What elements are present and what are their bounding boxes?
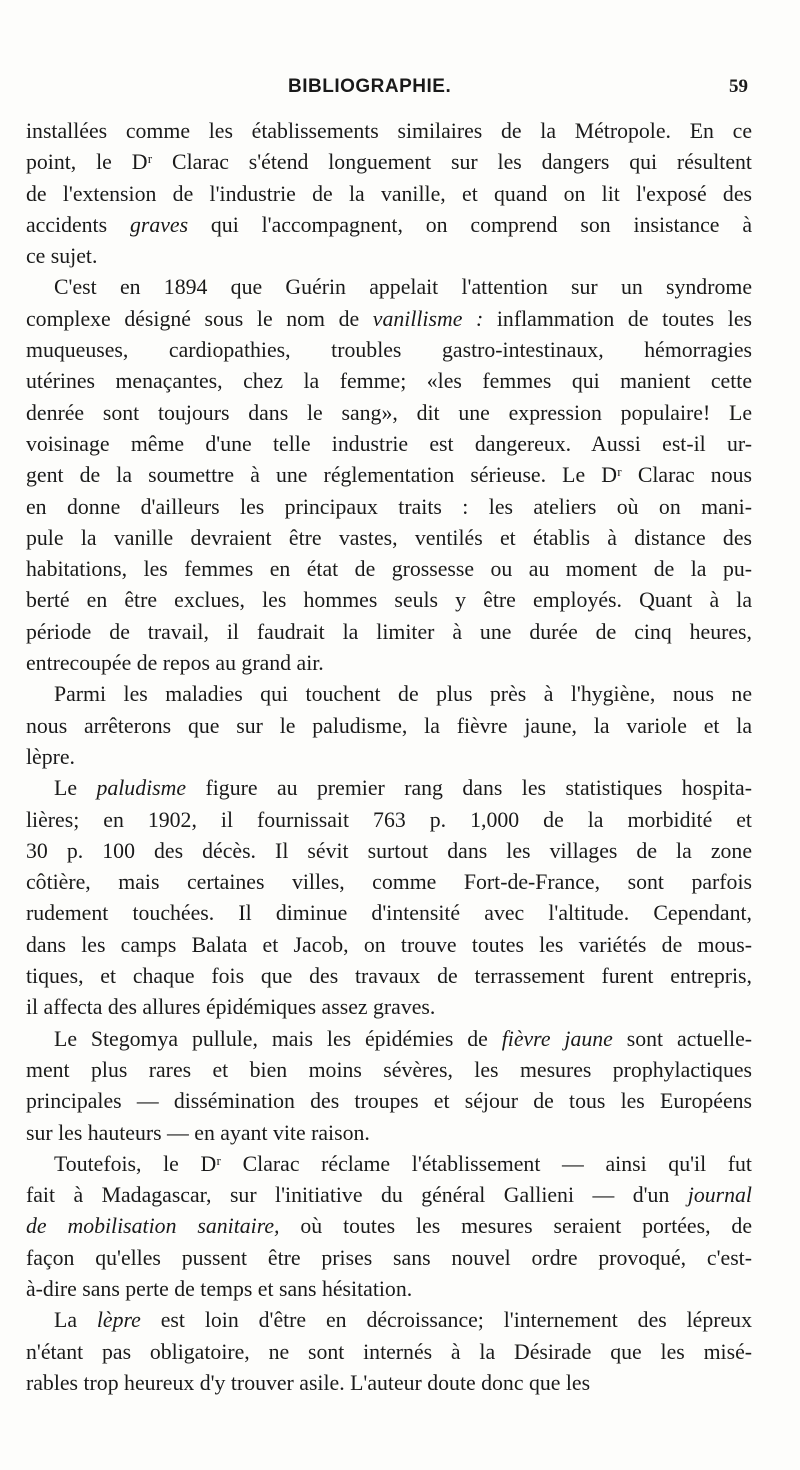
text-line — [26, 366, 752, 397]
text-segment: tiques, et chaque fois que des travaux de terrassement furent entrepris, — [26, 964, 752, 989]
text-line — [26, 492, 752, 523]
text-segment: est loin d'être en décroissance; l'internement des lépreux — [140, 1308, 752, 1333]
text-segment: pule la vanille devraient être vastes, ventilés et établis à distance des — [26, 525, 752, 550]
text-line — [26, 460, 752, 491]
paragraph — [26, 1149, 752, 1305]
text-line — [26, 1274, 752, 1305]
text-segment: côtière, mais certaines villes, comme Fort-de-France, sont parfois — [26, 870, 752, 895]
text-segment: n'étant pas obligatoire, ne sont internés à la Désirade que les misé- — [26, 1339, 752, 1364]
text-segment: ment plus rares et bien moins sévères, les mesures prophylactiques — [26, 1057, 752, 1082]
text-line — [26, 930, 752, 961]
text-segment: muqueuses, cardiopathies, troubles gastro-intestinaux, hémorragies — [26, 338, 752, 363]
text-segment: lèpre. — [26, 744, 76, 769]
text-line — [26, 429, 752, 460]
text-segment: rudement touchées. Il diminue d'intensité avec l'altitude. Cependant, — [26, 901, 752, 926]
italic-text: lèpre — [96, 1308, 141, 1333]
text-segment: utérines menaçantes, chez la femme; «les femmes qui manient cette — [26, 369, 752, 394]
italic-text: paludisme — [96, 776, 187, 801]
text-segment: voisinage même d'une telle industrie est dangereux. Aussi est-il ur- — [26, 431, 752, 456]
text-line — [26, 1118, 752, 1149]
text-line — [26, 836, 752, 867]
text-segment: ce sujet. — [26, 244, 98, 269]
text-segment: sont actuelle- — [612, 1026, 752, 1051]
text-segment: denrée sont toujours dans le sang», dit une expression populaire! Le — [26, 400, 752, 425]
text-segment: gent de la soumettre à une réglementation sérieuse. Le Dʳ Clarac nous — [26, 463, 752, 488]
text-segment: dans les camps Balata et Jacob, on trouve toutes les variétés de mous- — [26, 932, 752, 957]
italic-text: fièvre jaune — [501, 1026, 613, 1051]
page-number: 59 — [729, 76, 748, 97]
text-line — [26, 1149, 752, 1180]
text-line — [26, 961, 752, 992]
text-line — [26, 1024, 752, 1055]
paragraph — [26, 116, 752, 272]
text-segment: qui l'accompagnent, on comprend son insistance à — [188, 212, 752, 237]
text-line — [26, 523, 752, 554]
text-segment: sur les hauteurs — en ayant vite raison. — [26, 1120, 370, 1145]
text-line — [26, 1211, 752, 1242]
paragraph — [26, 773, 752, 1023]
text-line — [26, 648, 752, 679]
text-segment: rables trop heureux d'y trouver asile. L'auteur doute donc que les — [26, 1370, 591, 1395]
text-line — [26, 1055, 752, 1086]
text-line — [26, 304, 752, 335]
text-segment: façon qu'elles pussent être prises sans nouvel ordre provoqué, c'est- — [26, 1245, 752, 1270]
text-segment: lières; en 1902, il fournissait 763 p. 1,000 de la morbidité et — [26, 807, 752, 832]
text-line — [26, 1243, 752, 1274]
text-line — [26, 1180, 752, 1211]
italic-text: graves — [129, 212, 189, 237]
text-segment: Le — [54, 776, 97, 801]
paragraph — [26, 1024, 752, 1149]
text-line — [26, 272, 752, 303]
text-segment: il affecta des allures épidémiques assez graves. — [26, 995, 436, 1020]
text-segment: de l'extension de l'industrie de la vanille, et quand on lit l'exposé des — [26, 181, 752, 206]
paragraph — [26, 1305, 752, 1399]
paragraph — [26, 272, 752, 679]
text-segment: installées comme les établissements similaires de la Métropole. En ce — [26, 119, 752, 143]
text-line — [26, 147, 752, 178]
text-line — [26, 711, 752, 742]
text-line — [26, 585, 752, 616]
text-line — [26, 773, 752, 804]
text-segment: La — [54, 1308, 97, 1333]
text-segment: C'est en 1894 que Guérin appelait l'attention sur un syndrome — [54, 275, 752, 300]
text-segment: nous arrêterons que sur le paludisme, la fièvre jaune, la variole et la — [26, 713, 752, 738]
text-line — [26, 179, 752, 210]
text-segment: berté en être exclues, les hommes seuls y être employés. Quant à la — [26, 588, 752, 613]
text-segment: complexe désigné sous le nom de — [26, 306, 373, 331]
italic-text: vanillisme : — [372, 306, 484, 331]
text-segment: fait à Madagascar, sur l'initiative du général Gallieni — d'un — [26, 1183, 688, 1208]
text-line — [26, 617, 752, 648]
text-segment: Parmi les maladies qui touchent de plus près à l'hygiène, nous ne — [54, 682, 752, 707]
text-segment: habitations, les femmes en état de grossesse ou au moment de la pu- — [26, 557, 752, 582]
text-line — [26, 1368, 752, 1399]
text-segment: 30 p. 100 des décès. Il sévit surtout dans les villages de la zone — [26, 838, 752, 863]
text-segment: principales — dissémination des troupes et séjour de tous les Européens — [26, 1089, 752, 1114]
text-line — [26, 867, 752, 898]
text-segment: où toutes les mesures seraient portées, de — [279, 1214, 752, 1239]
paragraph — [26, 679, 752, 773]
text-segment: figure au premier rang dans les statistiques hospita- — [186, 776, 752, 801]
text-segment: Le Stegomya pullule, mais les épidémies de — [54, 1026, 502, 1051]
text-segment: accidents — [26, 212, 130, 237]
text-segment: période de travail, il faudrait la limiter à une durée de cinq heures, — [26, 619, 752, 644]
running-head — [26, 76, 748, 102]
running-title: BIBLIOGRAPHIE. — [288, 76, 452, 97]
text-line — [26, 805, 752, 836]
text-line — [26, 398, 752, 429]
text-segment: inflammation de toutes les — [483, 306, 752, 331]
text-line — [26, 241, 752, 272]
text-line — [26, 116, 752, 147]
text-segment: à-dire sans perte de temps et sans hésitation. — [26, 1276, 413, 1301]
text-segment: point, le Dʳ Clarac s'étend longuement sur les dangers qui résultent — [26, 150, 752, 175]
text-line — [26, 1305, 752, 1336]
text-line — [26, 742, 752, 773]
text-segment: en donne d'ailleurs les principaux traits : les ateliers où on mani- — [26, 494, 752, 519]
text-line — [26, 335, 752, 366]
italic-text: de mobilisation sanitaire, — [26, 1214, 280, 1239]
text-line — [26, 992, 752, 1023]
text-line — [26, 1337, 752, 1368]
italic-text: journal — [687, 1183, 752, 1208]
text-line — [26, 1086, 752, 1117]
text-line — [26, 210, 752, 241]
text-segment: entrecoupée de repos au grand air. — [26, 651, 324, 676]
text-line — [26, 679, 752, 710]
text-line — [26, 554, 752, 585]
text-segment: Toutefois, le Dʳ Clarac réclame l'établissement — ainsi qu'il fut — [54, 1151, 752, 1176]
text-line — [26, 898, 752, 929]
body-text — [26, 116, 752, 1399]
